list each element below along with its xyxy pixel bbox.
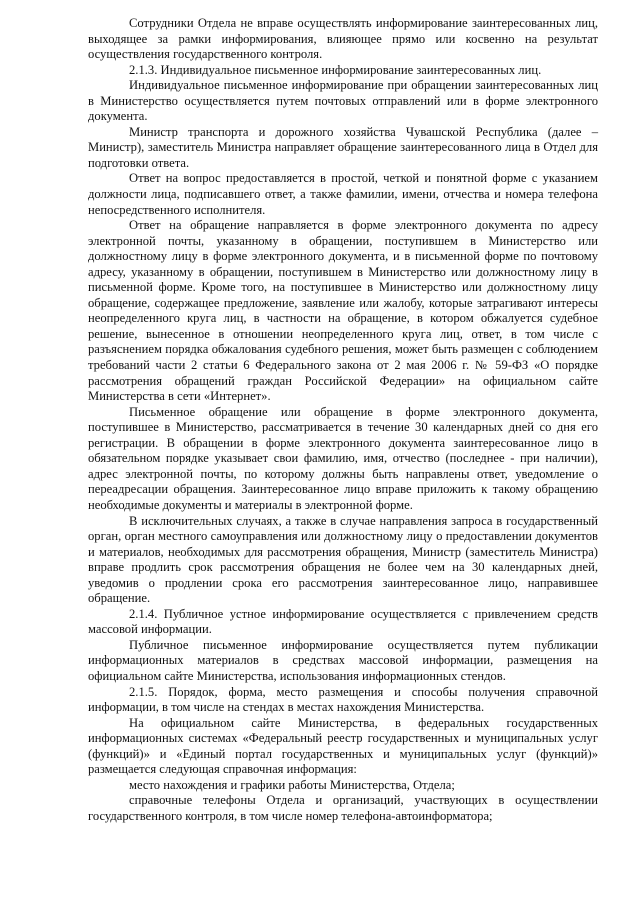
paragraph-staff-restriction: Сотрудники Отдела не вправе осуществлять информирование заинтересованных лиц, выходящее за рамки информирования, влияющее прямо или косвенно на результат осуществления государственного контроля.: [88, 16, 598, 62]
paragraph-minister-forwarding: Министр транспорта и дорожного хозяйства Чувашской Республика (далее – Министр), заместитель Министра направляет обращение заинтересованного лица в Отдел для подготовки ответа.: [88, 124, 598, 170]
section-2-1-4-heading: 2.1.4. Публичное устное информирование осуществляется с привлечением средств массовой информации.: [88, 606, 598, 637]
section-2-1-3-heading: 2.1.3. Индивидуальное письменное информирование заинтересованных лиц.: [129, 62, 542, 77]
section-2-1-5-heading: 2.1.5. Порядок, форма, место размещения и способы получения справочной информации, в том числе на стендах в местах нахождения Министерства.: [88, 684, 598, 715]
paragraph-review-period: Письменное обращение или обращение в форме электронного документа, поступившее в Министерство, рассматривается в течение 30 календарных дней со дня его регистрации. В обращении в форме электронного документа заинтересованное лицо в обязательном порядке указывает свои фамилию, имя, отчество (последнее - при наличии), адрес электронной почты, по которому должны быть направлены ответ, уведомление о переадресации обращения. Заинтересованное лицо вправе приложить к такому обращению необходимые документы и материалы в электронной форме.: [88, 404, 598, 512]
paragraph-reference-info-placement: На официальном сайте Министерства, в федеральных государственных информационных системах «Федеральный реестр государственных и муниципальных услуг (функций)» и «Единый портал государственных и муниципальных услуг (функций)» размещается следующая справочная информация:: [88, 715, 598, 777]
paragraph-exceptional-cases: В исключительных случаях, а также в случае направления запроса в государственный орган, орган местного самоуправления или должностному лицу о предоставлении документов и материалов, необходимых для рассмотрения обращения, Министр (заместитель Министра) вправе продлить срок рассмотрения обращения не более чем на 30 календарных дней, уведомив о продлении срока его рассмотрения заинтересованное лицо, направившее обращение.: [88, 513, 598, 606]
paragraph-answer-form: Ответ на вопрос предоставляется в простой, четкой и понятной форме с указанием должности лица, подписавшего ответ, а также фамилии, имени, отчества и номера телефона непосредственного исполнителя.: [88, 171, 598, 217]
paragraph-answer-delivery: Ответ на обращение направляется в форме электронного документа по адресу электронной почты, указанному в обращении, поступившем в Министерство или должностному лицу в форме электронного документа, и в письменной форме по почтовому адресу, указанному в обращении, поступившем в Министерство или должностному лицу в письменной форме. Кроме того, на поступившее в Министерство или должностному лицу обращение, содержащее предложение, заявление или жалобу, которые затрагивают интересы неопределенного круга лиц, в частности на обращение, в котором обжалуется судебное решение, вынесенное в отношении неопределенного круга лиц, ответ, в том числе с разъяснением порядка обжалования судебного решения, может быть размещен с соблюдением требований части 2 статьи 6 Федерального закона от 2 мая 2006 г. № 59-ФЗ «О порядке рассмотрения обращений граждан Российской Федерации» на официальном сайте Министерства в сети «Интернет».: [88, 218, 598, 404]
list-item-phone-numbers: справочные телефоны Отдела и организаций, участвующих в осуществлении государственного контроля, в том числе номер телефона-автоинформатора;: [88, 793, 598, 823]
paragraph-public-written-info: Публичное письменное информирование осуществляется путем публикации информационных материалов в средствах массовой информации, размещения на официальном сайте Министерства, использования информационных стендов.: [88, 637, 598, 683]
paragraph-individual-written-info: Индивидуальное письменное информирование при обращении заинтересованных лиц в Министерство осуществляется путем почтовых отправлений или в форме электронного документа.: [88, 78, 598, 124]
list-item-location-schedule: место нахождения и графики работы Министерства, Отдела;: [129, 777, 455, 792]
document-page: [88, 16, 598, 824]
